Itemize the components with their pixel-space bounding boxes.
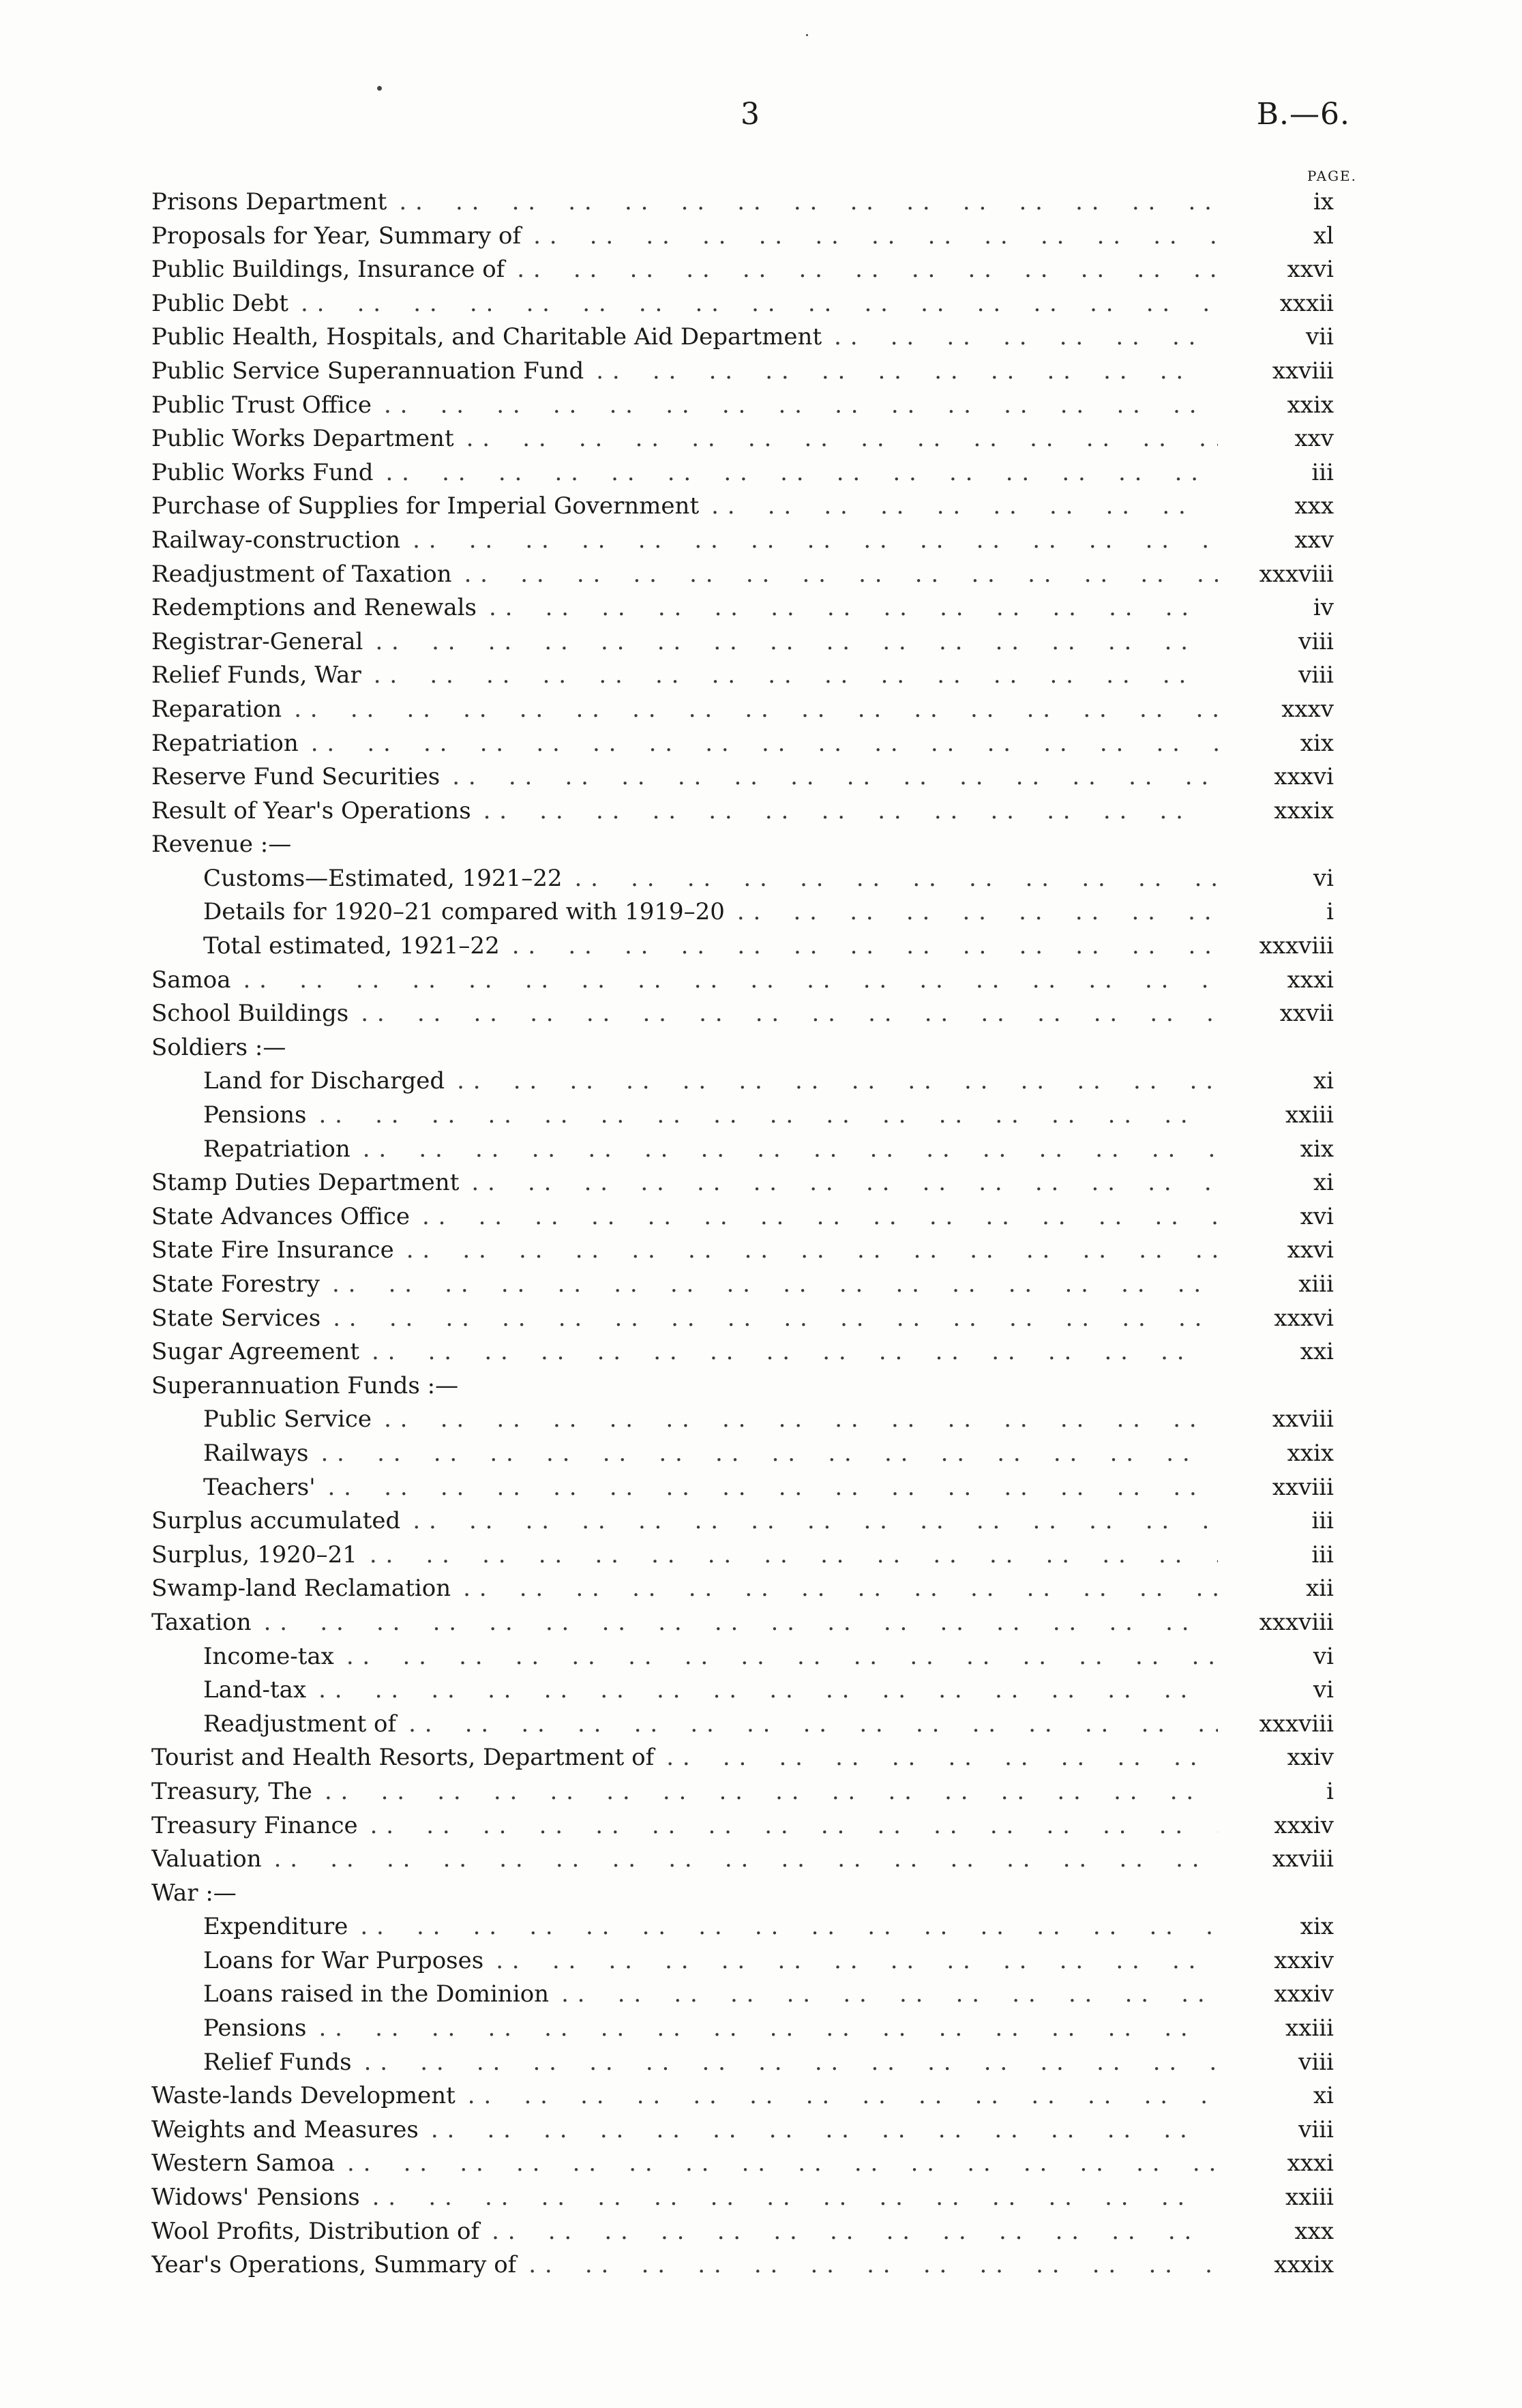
entry-label: Widows' Pensions xyxy=(151,2184,360,2212)
entry-page: iv xyxy=(1218,591,1334,625)
index-entry xyxy=(0,2079,1522,2113)
index-entry xyxy=(0,558,1522,592)
entry-label: Repatriation xyxy=(203,1135,350,1163)
index-entry xyxy=(0,693,1522,727)
entry-leader xyxy=(151,591,1277,625)
index-entry xyxy=(0,2113,1522,2147)
entry-leader xyxy=(203,1099,1277,1133)
entry-page: xii xyxy=(1218,1572,1334,1606)
index-entry xyxy=(0,1674,1522,1708)
entry-page: xxxvi xyxy=(1218,1302,1334,1336)
entry-leader xyxy=(203,930,1277,964)
entry-label: Result of Year's Operations xyxy=(151,797,471,824)
entry-label: Public Health, Hospitals, and Charitable Aid Department xyxy=(151,323,822,351)
entry-page: xxviii xyxy=(1218,1403,1334,1437)
entry-page: xxviii xyxy=(1218,1843,1334,1877)
index-heading xyxy=(0,828,1522,862)
entry-label: Expenditure xyxy=(203,1913,348,1941)
page-column-heading: PAGE. xyxy=(1307,168,1357,184)
entry-leader xyxy=(151,2113,1277,2147)
entry-label: Reserve Fund Securities xyxy=(151,763,441,791)
index-entry xyxy=(0,1843,1522,1877)
index-entry xyxy=(0,1065,1522,1099)
entry-leader xyxy=(151,1843,1277,1877)
entry-leader xyxy=(151,2147,1277,2181)
index-entry xyxy=(0,1572,1522,1606)
entry-page: iii xyxy=(1218,1504,1334,1539)
entry-page: viii xyxy=(1218,2046,1334,2080)
entry-page: viii xyxy=(1218,2113,1334,2147)
index-entry xyxy=(0,591,1522,625)
entry-leader xyxy=(151,1268,1277,1302)
entry-leader xyxy=(203,1674,1277,1708)
entry-leader xyxy=(203,1133,1277,1167)
entry-leader xyxy=(151,1031,1277,1065)
entry-leader xyxy=(151,1606,1277,1640)
entry-leader xyxy=(203,1910,1277,1944)
index-entry xyxy=(0,2046,1522,2080)
index-entry xyxy=(0,321,1522,355)
index-entry xyxy=(0,185,1522,220)
index-entry xyxy=(0,2181,1522,2215)
entry-page: ix xyxy=(1218,185,1334,220)
entry-label: Relief Funds xyxy=(203,2048,352,2076)
entry-label: Year's Operations, Summary of xyxy=(151,2251,517,2279)
entry-leader xyxy=(203,1403,1277,1437)
entry-page: xxiii xyxy=(1218,1099,1334,1133)
entry-leader xyxy=(203,1065,1277,1099)
entry-leader xyxy=(151,422,1277,456)
entry-label: Stamp Duties Department xyxy=(151,1169,460,1197)
index-entry xyxy=(0,1403,1522,1437)
entry-label: Public Service Superannuation Fund xyxy=(151,357,584,385)
entry-label: Teachers' xyxy=(203,1473,316,1501)
entry-page: xxxiv xyxy=(1218,1978,1334,2012)
entry-leader xyxy=(203,1944,1277,1978)
entry-label: Purchase of Supplies for Imperial Government xyxy=(151,492,700,520)
entry-page: xxxii xyxy=(1218,287,1334,321)
index-entry xyxy=(0,1268,1522,1302)
entry-page: i xyxy=(1218,1775,1334,1809)
entry-leader xyxy=(151,1234,1277,1268)
entry-page: xiii xyxy=(1218,1268,1334,1302)
entry-label: Sugar Agreement xyxy=(151,1338,360,1366)
entry-page: xix xyxy=(1218,1133,1334,1167)
index-entry xyxy=(0,1335,1522,1369)
entry-leader xyxy=(203,1471,1277,1505)
entry-page: xxvi xyxy=(1218,253,1334,287)
index-entry xyxy=(0,1133,1522,1167)
entry-label: Waste-lands Development xyxy=(151,2082,456,2110)
index-entry xyxy=(0,2012,1522,2046)
index-entries xyxy=(0,185,1522,2283)
page-number: 3 xyxy=(741,97,760,132)
index-entry xyxy=(0,389,1522,423)
index-entry xyxy=(0,2147,1522,2181)
entry-leader xyxy=(151,524,1277,558)
entry-leader xyxy=(203,1708,1277,1742)
ink-speck xyxy=(377,86,382,91)
entry-label: Land-tax xyxy=(203,1676,307,1704)
entry-leader xyxy=(151,2079,1277,2113)
index-entry xyxy=(0,1775,1522,1809)
entry-label: State Fire Insurance xyxy=(151,1236,394,1264)
entry-page: xxxiv xyxy=(1218,1809,1334,1843)
entry-page: xxx xyxy=(1218,2215,1334,2249)
index-entry xyxy=(0,1099,1522,1133)
index-entry xyxy=(0,997,1522,1031)
index-entry xyxy=(0,930,1522,964)
entry-label: Railway-construction xyxy=(151,526,401,554)
entry-label: School Buildings xyxy=(151,1000,349,1028)
entry-leader xyxy=(203,2046,1277,2080)
entry-label: Public Works Department xyxy=(151,425,454,453)
entry-label: Registrar-General xyxy=(151,627,363,655)
entry-leader xyxy=(203,1640,1277,1674)
entry-leader xyxy=(151,997,1277,1031)
entry-page: xxiii xyxy=(1218,2181,1334,2215)
index-entry xyxy=(0,1437,1522,1471)
entry-label: Public Service xyxy=(203,1406,372,1433)
entry-label: Readjustment of xyxy=(203,1710,397,1738)
entry-label: Public Trust Office xyxy=(151,391,372,419)
entry-label: State Advances Office xyxy=(151,1202,410,1230)
entry-leader xyxy=(151,2215,1277,2249)
entry-leader xyxy=(151,794,1277,829)
index-entry xyxy=(0,895,1522,930)
entry-label: Wool Profits, Distribution of xyxy=(151,2217,480,2245)
entry-page: xxvi xyxy=(1218,1234,1334,1268)
entry-page: xxxiv xyxy=(1218,1944,1334,1978)
entry-label: Income-tax xyxy=(203,1642,334,1670)
index-entry xyxy=(0,1944,1522,1978)
entry-leader xyxy=(203,895,1277,930)
index-entry xyxy=(0,2215,1522,2249)
entry-label: Total estimated, 1921–22 xyxy=(203,932,500,960)
entry-leader xyxy=(151,760,1277,794)
entry-leader xyxy=(151,1200,1277,1234)
entry-label: Public Works Fund xyxy=(151,458,374,486)
entry-page: xxxix xyxy=(1218,2248,1334,2283)
entry-page: xxiv xyxy=(1218,1741,1334,1775)
entry-page: i xyxy=(1218,895,1334,930)
entry-label: Readjustment of Taxation xyxy=(151,560,452,588)
entry-label: War :— xyxy=(151,1879,237,1907)
entry-label: Public Debt xyxy=(151,289,288,317)
index-entry xyxy=(0,2248,1522,2283)
index-entry xyxy=(0,287,1522,321)
entry-label: Taxation xyxy=(151,1608,252,1636)
entry-leader xyxy=(151,185,1277,220)
entry-page: xxviii xyxy=(1218,1471,1334,1505)
entry-leader xyxy=(151,1775,1277,1809)
entry-page: vi xyxy=(1218,862,1334,896)
entry-page: xix xyxy=(1218,727,1334,761)
entry-label: Repatriation xyxy=(151,729,299,757)
index-entry xyxy=(0,1809,1522,1843)
index-entry xyxy=(0,964,1522,998)
entry-label: Samoa xyxy=(151,966,231,994)
entry-leader xyxy=(151,1809,1277,1843)
entry-page: xxxix xyxy=(1218,794,1334,829)
entry-leader xyxy=(151,1504,1277,1539)
entry-page: xix xyxy=(1218,1910,1334,1944)
entry-page: xl xyxy=(1218,220,1334,254)
entry-page: vi xyxy=(1218,1674,1334,1708)
entry-page: xxxv xyxy=(1218,693,1334,727)
entry-label: Weights and Measures xyxy=(151,2115,419,2143)
index-entry xyxy=(0,1234,1522,1268)
entry-page: xxxviii xyxy=(1218,1708,1334,1742)
entry-label: Proposals for Year, Summary of xyxy=(151,222,522,250)
entry-leader xyxy=(151,389,1277,423)
entry-label: Treasury Finance xyxy=(151,1811,358,1839)
entry-label: Loans raised in the Dominion xyxy=(203,1980,550,2008)
entry-page: vi xyxy=(1218,1640,1334,1674)
index-entry xyxy=(0,794,1522,829)
entry-page: xvi xyxy=(1218,1200,1334,1234)
entry-page: xi xyxy=(1218,2079,1334,2113)
entry-label: Customs—Estimated, 1921–22 xyxy=(203,864,563,892)
index-heading xyxy=(0,1877,1522,1911)
index-entry xyxy=(0,422,1522,456)
entry-leader xyxy=(151,727,1277,761)
entry-leader xyxy=(151,2248,1277,2283)
entry-leader xyxy=(151,490,1277,524)
entry-leader xyxy=(151,828,1277,862)
entry-page: xi xyxy=(1218,1065,1334,1099)
entry-leader xyxy=(203,2012,1277,2046)
entry-leader xyxy=(203,862,1277,896)
entry-page: iii xyxy=(1218,1539,1334,1573)
index-entry xyxy=(0,1200,1522,1234)
index-entry xyxy=(0,1471,1522,1505)
entry-page: xxviii xyxy=(1218,355,1334,389)
index-entry xyxy=(0,456,1522,490)
entry-leader xyxy=(151,2181,1277,2215)
entry-label: Prisons Department xyxy=(151,188,387,215)
entry-leader xyxy=(151,321,1277,355)
entry-label: Reparation xyxy=(151,695,282,723)
entry-label: Relief Funds, War xyxy=(151,662,361,689)
entry-page: xxxviii xyxy=(1218,930,1334,964)
entry-leader xyxy=(151,1335,1277,1369)
entry-label: Loans for War Purposes xyxy=(203,1946,484,1974)
entry-label: Superannuation Funds :— xyxy=(151,1371,459,1399)
entry-leader xyxy=(151,659,1277,693)
index-heading xyxy=(0,1031,1522,1065)
entry-label: State Services xyxy=(151,1304,321,1332)
index-entry xyxy=(0,1606,1522,1640)
entry-label: State Forestry xyxy=(151,1270,320,1298)
index-entry xyxy=(0,1504,1522,1539)
entry-label: Redemptions and Renewals xyxy=(151,594,477,622)
entry-label: Pensions xyxy=(203,2015,307,2042)
entry-page: xxiii xyxy=(1218,2012,1334,2046)
index-entry xyxy=(0,1741,1522,1775)
index-entry xyxy=(0,1539,1522,1573)
entry-leader xyxy=(151,1741,1277,1775)
entry-leader xyxy=(151,1877,1277,1911)
entry-leader xyxy=(203,1437,1277,1471)
entry-page: xxxvi xyxy=(1218,760,1334,794)
entry-page: vii xyxy=(1218,321,1334,355)
entry-page: xxxviii xyxy=(1218,558,1334,592)
entry-page: xxi xyxy=(1218,1335,1334,1369)
entry-page: viii xyxy=(1218,659,1334,693)
index-entry xyxy=(0,355,1522,389)
entry-page: viii xyxy=(1218,625,1334,659)
entry-page: xxxi xyxy=(1218,2147,1334,2181)
index-entry xyxy=(0,862,1522,896)
entry-leader xyxy=(151,287,1277,321)
entry-label: Swamp-land Reclamation xyxy=(151,1575,451,1603)
index-entry xyxy=(0,1708,1522,1742)
index-entry xyxy=(0,490,1522,524)
entry-page: xxx xyxy=(1218,490,1334,524)
index-entry xyxy=(0,1640,1522,1674)
entry-leader xyxy=(151,1369,1277,1403)
index-entry xyxy=(0,253,1522,287)
entry-label: Surplus, 1920–21 xyxy=(151,1541,357,1569)
entry-label: Valuation xyxy=(151,1845,262,1873)
index-heading xyxy=(0,1369,1522,1403)
entry-leader xyxy=(151,964,1277,998)
entry-page: xxix xyxy=(1218,389,1334,423)
entry-page: xxv xyxy=(1218,524,1334,558)
entry-leader xyxy=(151,625,1277,659)
entry-label: Public Buildings, Insurance of xyxy=(151,256,505,284)
entry-leader xyxy=(151,456,1277,490)
index-entry xyxy=(0,659,1522,693)
index-entry xyxy=(0,1978,1522,2012)
entry-leader xyxy=(151,220,1277,254)
entry-leader xyxy=(151,1302,1277,1336)
entry-leader xyxy=(151,1572,1277,1606)
entry-label: Pensions xyxy=(203,1101,307,1129)
entry-leader xyxy=(203,1978,1277,2012)
entry-leader xyxy=(151,693,1277,727)
entry-label: Details for 1920–21 compared with 1919–20 xyxy=(203,898,725,926)
entry-page: xxv xyxy=(1218,422,1334,456)
entry-page: xxxi xyxy=(1218,964,1334,998)
index-entry xyxy=(0,1302,1522,1336)
entry-leader xyxy=(151,253,1277,287)
entry-page: xi xyxy=(1218,1166,1334,1200)
index-entry xyxy=(0,1166,1522,1200)
entry-label: Revenue :— xyxy=(151,831,292,859)
entry-label: Tourist and Health Resorts, Department of xyxy=(151,1744,655,1772)
entry-label: Western Samoa xyxy=(151,2150,335,2177)
entry-page: iii xyxy=(1218,456,1334,490)
entry-label: Surplus accumulated xyxy=(151,1507,401,1535)
entry-page: xxvii xyxy=(1218,997,1334,1031)
ink-speck xyxy=(806,34,808,36)
entry-label: Railways xyxy=(203,1439,309,1467)
entry-page: xxxviii xyxy=(1218,1606,1334,1640)
index-entry xyxy=(0,1910,1522,1944)
entry-leader xyxy=(151,355,1277,389)
index-entry xyxy=(0,760,1522,794)
index-entry xyxy=(0,220,1522,254)
entry-leader xyxy=(151,558,1277,592)
document-reference: B.—6. xyxy=(1256,97,1350,132)
entry-label: Land for Discharged xyxy=(203,1067,445,1095)
entry-leader xyxy=(151,1166,1277,1200)
index-entry xyxy=(0,625,1522,659)
entry-label: Soldiers :— xyxy=(151,1033,286,1061)
entry-label: Treasury, The xyxy=(151,1777,312,1805)
entry-page: xxix xyxy=(1218,1437,1334,1471)
entry-leader xyxy=(151,1539,1277,1573)
index-entry xyxy=(0,524,1522,558)
index-entry xyxy=(0,727,1522,761)
